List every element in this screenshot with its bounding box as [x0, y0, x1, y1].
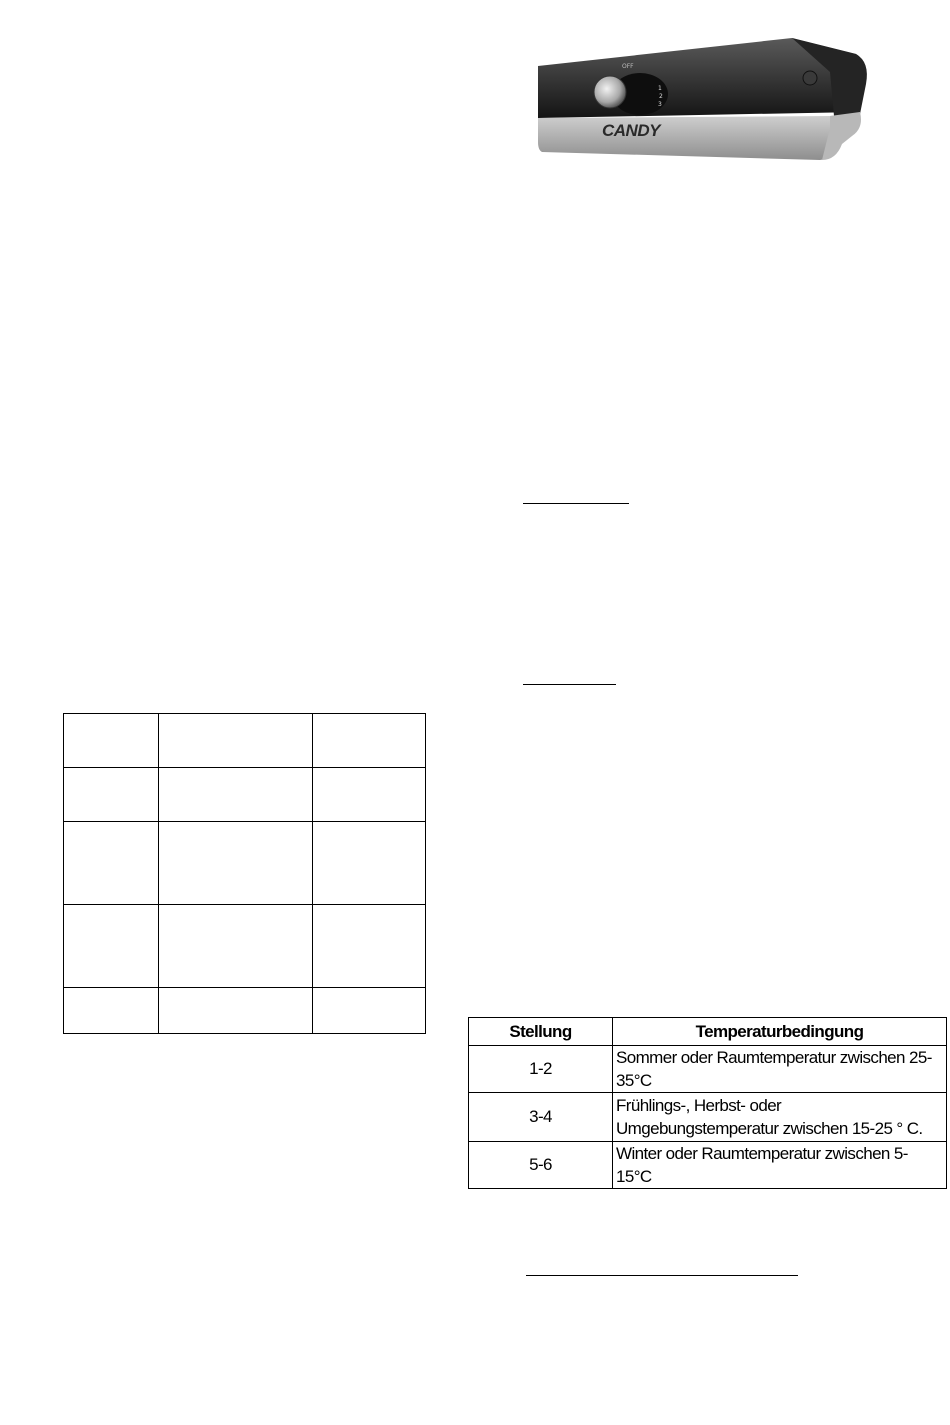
- table-cell: [313, 768, 426, 822]
- thermostat-control-image: [530, 32, 870, 164]
- table-cell: [313, 905, 426, 988]
- header-temperaturbedingung: Temperaturbedingung: [613, 1018, 947, 1046]
- table-row: [469, 1093, 947, 1142]
- header-stellung: Stellung: [469, 1018, 613, 1046]
- condition-cell: Frühlings-, Herbst- oder Umgebungstemperatur zwischen 15-25 ° C.: [613, 1093, 947, 1142]
- table-row: [64, 822, 426, 905]
- table-cell: [313, 822, 426, 905]
- table-cell: [159, 768, 313, 822]
- table-cell: [64, 822, 159, 905]
- table-row: [64, 714, 426, 768]
- table-cell: [64, 988, 159, 1034]
- knob-mark-2: 2: [659, 93, 663, 100]
- heading-underline-3: [526, 1275, 798, 1276]
- table-header-row: [469, 1018, 947, 1046]
- table-cell: [64, 768, 159, 822]
- heading-underline-1: [523, 503, 629, 504]
- table-cell: [159, 714, 313, 768]
- condition-cell: Sommer oder Raumtemperatur zwischen 25-35°C: [613, 1046, 947, 1093]
- position-cell: 5-6: [469, 1142, 613, 1189]
- thermostat-knob-icon: [594, 76, 626, 108]
- knob-off-label: OFF: [622, 63, 634, 70]
- table-cell: [159, 822, 313, 905]
- table-cell: [64, 714, 159, 768]
- table-cell: [313, 714, 426, 768]
- knob-mark-3: 3: [658, 101, 662, 108]
- heading-underline-2: [523, 684, 616, 685]
- table-row: [469, 1046, 947, 1093]
- table-cell: [313, 988, 426, 1034]
- empty-grid-table: [63, 713, 426, 1034]
- table-cell: [159, 988, 313, 1034]
- table-cell: [159, 905, 313, 988]
- table-row: [64, 905, 426, 988]
- temperature-table: [468, 1017, 947, 1189]
- table-row: [64, 988, 426, 1034]
- table-row: [469, 1142, 947, 1189]
- table-row: [64, 768, 426, 822]
- position-cell: 1-2: [469, 1046, 613, 1093]
- condition-cell: Winter oder Raumtemperatur zwischen 5-15°C: [613, 1142, 947, 1189]
- candy-logo: CANDY: [602, 121, 660, 140]
- knob-mark-1: 1: [658, 85, 662, 92]
- table-cell: [64, 905, 159, 988]
- position-cell: 3-4: [469, 1093, 613, 1142]
- side-button-icon: [803, 71, 817, 85]
